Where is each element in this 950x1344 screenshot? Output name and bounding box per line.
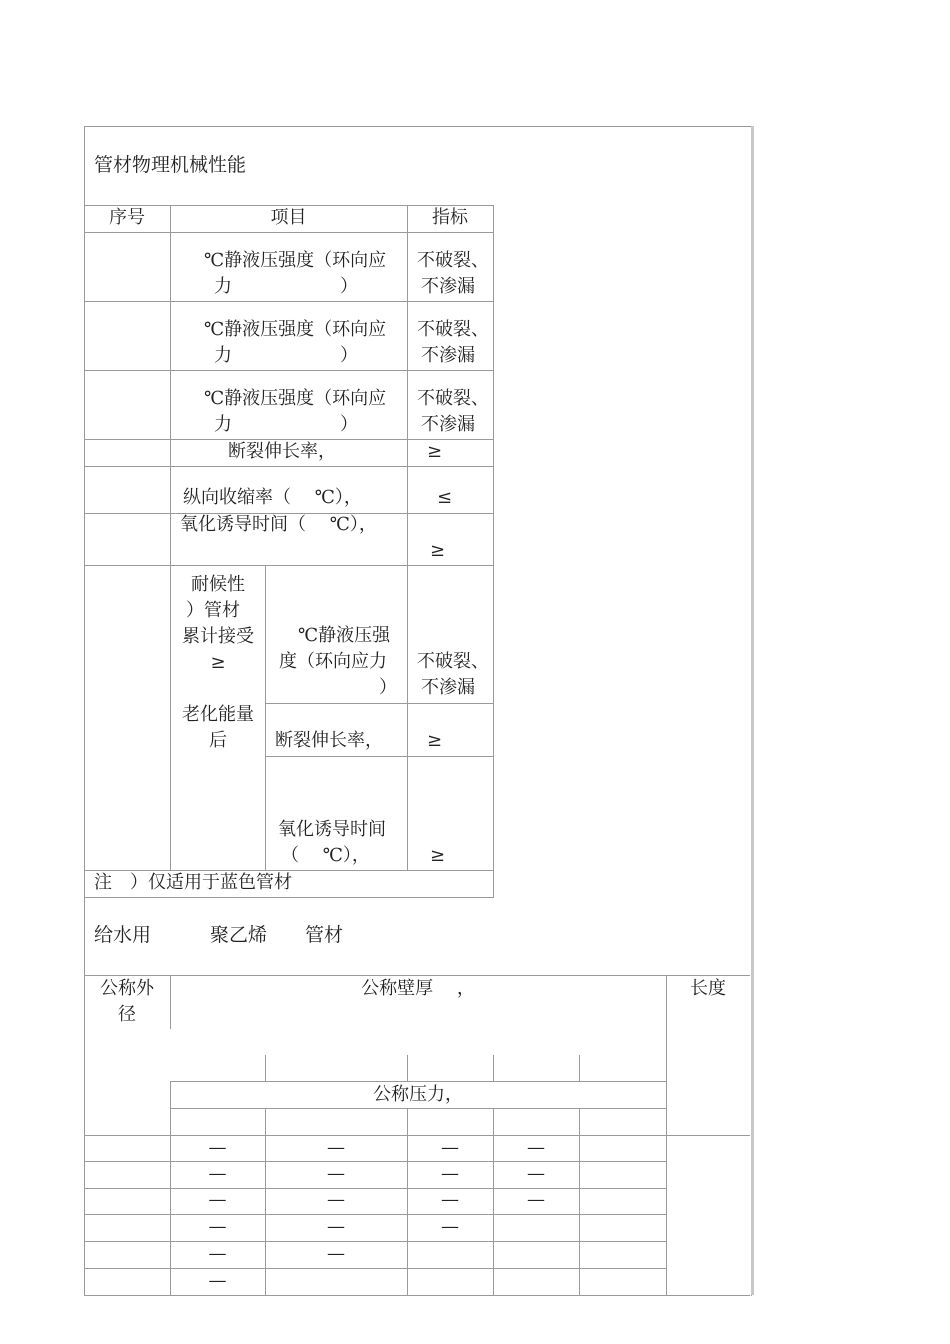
section1-title: 管材物理机械性能 — [94, 154, 247, 176]
cell-dash: — — [327, 1243, 345, 1264]
weathering-sub3-item-line1: 氧化诱导时间 — [278, 819, 386, 840]
table-line — [493, 205, 494, 897]
weathering-sub2-value: ≥ — [427, 730, 443, 751]
header-item: 项目 — [270, 207, 307, 228]
section2-title-part1: 给水用 — [94, 924, 152, 946]
table-line — [265, 756, 494, 757]
header-length: 长度 — [690, 978, 726, 999]
header-index: 指标 — [432, 207, 468, 228]
cell-dash: — — [441, 1216, 459, 1237]
row3-value-line1: 不破裂、 — [417, 388, 489, 409]
table-line — [84, 565, 494, 566]
row4-value: ≥ — [427, 441, 443, 462]
cell-dash: — — [208, 1137, 227, 1158]
table-line — [84, 232, 494, 233]
table-line — [84, 1295, 750, 1296]
cell-dash: — — [208, 1189, 227, 1210]
row2-value-line1: 不破裂、 — [417, 319, 489, 340]
weathering-sub1-value-line1: 不破裂、 — [417, 651, 489, 672]
table-line — [579, 1108, 580, 1295]
table-line — [407, 205, 408, 870]
row3-value-line2: 不渗漏 — [421, 414, 475, 435]
weathering-label-line6: 老化能量 — [182, 704, 254, 725]
header-wall-thickness: 公称壁厚 ， — [361, 978, 475, 999]
table-line — [579, 1055, 580, 1081]
table-line — [493, 1055, 494, 1081]
cell-dash: — — [327, 1189, 345, 1210]
table-line — [265, 565, 266, 870]
weathering-label-line2: ）管材 — [186, 600, 240, 621]
cell-dash: — — [327, 1163, 345, 1184]
cell-dash: — — [208, 1216, 227, 1237]
cell-dash: — — [327, 1137, 345, 1158]
page-frame-shadow — [751, 126, 754, 1295]
cell-dash: — — [441, 1163, 459, 1184]
row1-item-line2: 力 ） — [214, 276, 358, 297]
table-line — [84, 301, 494, 302]
weathering-sub1-item-line3: ） — [379, 677, 397, 698]
header-outer-diameter-line1: 公称外 — [100, 978, 154, 999]
weathering-sub3-item-line2: （ ℃）， — [281, 845, 370, 866]
header-no: 序号 — [109, 207, 145, 228]
row2-item-line1: ℃静液压强度（环向应 — [204, 319, 387, 340]
cell-dash: — — [527, 1189, 545, 1210]
weathering-sub1-item-line2: 度（环向应力 — [279, 651, 387, 672]
weathering-sub1-item-line1: ℃静液压强 — [298, 625, 391, 646]
row6-value: ≥ — [430, 540, 446, 561]
weathering-label-line3: 累计接受 — [182, 626, 254, 647]
table-line — [666, 975, 667, 1295]
weathering-sub3-value: ≥ — [430, 845, 446, 866]
weathering-label-line4: ≥ — [210, 652, 226, 673]
header-nominal-pressure: 公称压力， — [373, 1084, 463, 1105]
table-note: 注 ）仅适用于蓝色管材 — [94, 872, 292, 893]
weathering-label-line7: 后 — [209, 730, 227, 751]
weathering-sub2-item: 断裂伸长率， — [275, 730, 383, 751]
cell-dash: — — [441, 1189, 459, 1210]
row3-item-line1: ℃静液压强度（环向应 — [204, 388, 387, 409]
row1-item-line1: ℃静液压强度（环向应 — [204, 250, 387, 271]
cell-dash: — — [208, 1163, 227, 1184]
row1-value-line2: 不渗漏 — [421, 276, 475, 297]
table-line — [407, 1055, 408, 1081]
row6-item: 氧化诱导时间（ ℃）， — [180, 514, 377, 535]
section2-title-part3: 管材 — [305, 924, 344, 946]
row2-item-line2: 力 ） — [214, 345, 358, 366]
table-line — [265, 1055, 266, 1081]
cell-dash: — — [441, 1137, 459, 1158]
row4-item: 断裂伸长率， — [228, 441, 336, 462]
header-outer-diameter-line2: 径 — [118, 1004, 136, 1025]
cell-dash: — — [208, 1243, 227, 1264]
row3-item-line2: 力 ） — [214, 414, 358, 435]
table-line — [170, 205, 171, 870]
cell-dash: — — [527, 1163, 545, 1184]
table-line — [84, 897, 494, 898]
row5-value: ≤ — [437, 487, 453, 508]
weathering-label-line1: 耐候性 — [191, 574, 245, 595]
table-line — [170, 1108, 666, 1109]
table-line — [84, 370, 494, 371]
cell-dash: — — [327, 1216, 345, 1237]
cell-dash: — — [208, 1270, 227, 1291]
table-line — [84, 466, 494, 467]
section2-title-part2: 聚乙烯 — [210, 924, 268, 946]
row2-value-line2: 不渗漏 — [421, 345, 475, 366]
row1-value-line1: 不破裂、 — [417, 250, 489, 271]
cell-dash: — — [527, 1137, 545, 1158]
table-line — [265, 703, 494, 704]
row5-item: 纵向收缩率（ ℃）， — [183, 487, 362, 508]
weathering-sub1-value-line2: 不渗漏 — [421, 677, 475, 698]
